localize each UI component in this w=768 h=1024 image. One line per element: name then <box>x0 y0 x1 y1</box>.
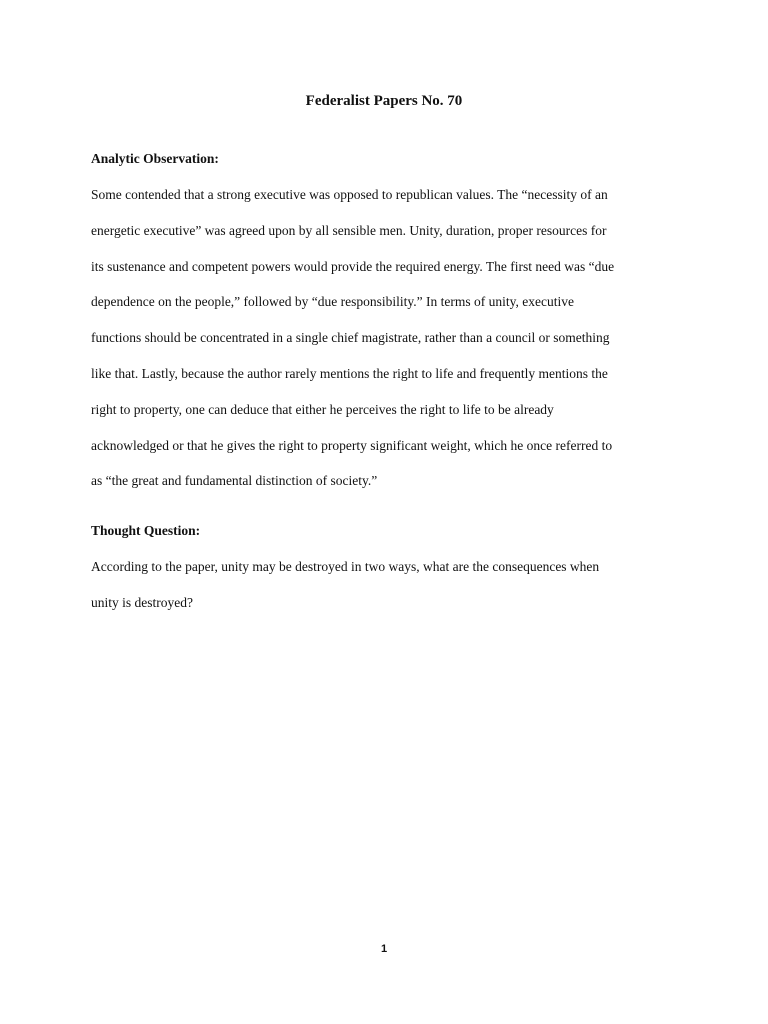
section-body-thought-question <box>91 549 691 621</box>
text-line: dependence on the people,” followed by “due responsibility.” In terms of unity, executive <box>91 294 574 310</box>
text-line: right to property, one can deduce that either he perceives the right to life to be already <box>91 401 554 417</box>
text-line: unity is destroyed? <box>91 594 193 610</box>
text-line: According to the paper, unity may be destroyed in two ways, what are the consequences when <box>91 559 600 574</box>
text-line: energetic executive” was agreed upon by all sensible men. Unity, duration, proper resources for <box>91 222 607 238</box>
page-number: 1 <box>380 943 388 955</box>
text-line: like that. Lastly, because the author rarely mentions the right to life and frequently mentions the <box>91 365 608 381</box>
text-line: Some contended that a strong executive was opposed to republican values. The “necessity of an <box>91 187 608 202</box>
section-heading-thought-question: Thought Question: <box>91 523 201 538</box>
text-line: functions should be concentrated in a single chief magistrate, rather than a council or something <box>91 330 610 346</box>
section-body-analytic-observation <box>91 177 691 499</box>
section-heading-analytic-observation: Analytic Observation: <box>91 151 219 166</box>
text-line: as “the great and fundamental distinction of society.” <box>91 473 378 489</box>
document-title: Federalist Papers No. 70 <box>305 93 463 109</box>
text-line: its sustenance and competent powers would provide the required energy. The first need was “due <box>91 258 615 274</box>
text-line: acknowledged or that he gives the right to property significant weight, which he once referred to <box>91 437 613 453</box>
